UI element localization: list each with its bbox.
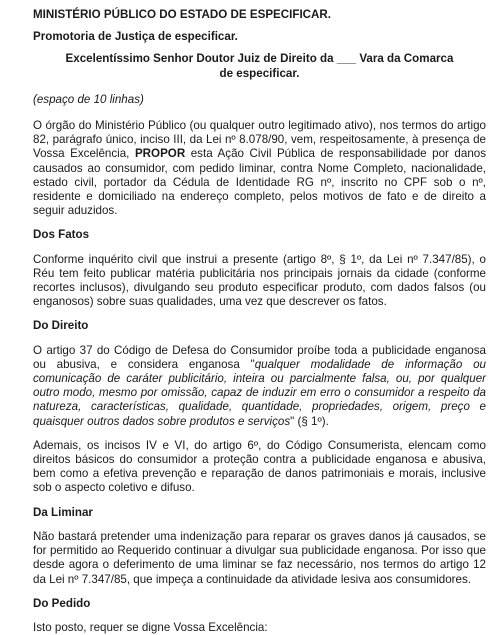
institution-title: MINISTÉRIO PÚBLICO DO ESTADO DE ESPECIFICAR. [33, 8, 332, 21]
intro-bold-propor: PROPOR [134, 147, 186, 161]
heading-liminar: Da Liminar [33, 505, 93, 519]
direito-text-a: O artigo 37 do Código de Defesa do Consumidor proíbe toda a publicidade enganosa ou abusiva, e considera enganosa " [33, 343, 486, 371]
address-line-1: Excelentíssimo Senhor Doutor Juiz de Direito da ___ Vara da Comarca [65, 52, 454, 66]
heading-direito: Do Direito [33, 319, 89, 333]
intro-text-b: esta Ação Civil Pública de responsabilidade por danos causados ao consumidor, com pedido liminar, contra Nome Completo, nacionalidade, estado civil, portador da Cédula de Identidade RG nº, inscrito no CPF sob o nº, residente e domiciliado na endereço completo, pelos motivos de fato e de direito a seguir aduzidos. [33, 147, 487, 218]
direito-text-b: " (§ 1º). [290, 414, 329, 428]
pedido-paragraph: Isto posto, requer se digne Vossa Excelência: [33, 620, 268, 634]
direito-paragraph-2: Ademais, os incisos IV e VI, do artigo 6º, do Código Consumerista, elencam como direitos básicos do consumidor a proteção contra a publicidade enganosa e abusiva, bem como a efetiva prevenção e reparação de danos patrimoniais e morais, inclusive sob o aspecto coletivo e difuso. [33, 438, 486, 495]
liminar-paragraph: Não bastará pretender uma indenização para reparar os graves danos já causados, se for permitido ao Requerido continuar a divulgar sua publicidade enganosa. Por isso que desde agora o deferimento de uma liminar se faz necessário, nos termos do artigo 12 da Lei nº 7.347/85, que impeça a continuidade da atividade lesiva aos consumidores. [33, 529, 486, 586]
address-line-2: de especificar. [219, 66, 300, 80]
direito-paragraph-1 [33, 344, 486, 429]
intro-paragraph [33, 119, 486, 218]
heading-pedido: Do Pedido [33, 596, 91, 610]
intro-text-a: O órgão do Ministério Público (ou qualquer outro legitimado ativo), nos termos do artigo 82, parágrafo único, inciso III, da Lei nº 8.078/90, vem, respeitosamente, à presença de Vossa Excelência, [33, 119, 486, 161]
promotoria-title: Promotoria de Justiça de especificar. [33, 30, 238, 44]
direito-quote: qualquer modalidade de informação ou comunicação de caráter publicitário, inteira ou parcialmente falsa, ou, por qualquer outro modo, mesmo por omissão, capaz de induzir em erro o consumidor a respeito da natureza, características, qualidade, quantidade, propriedades, origem, preço e quaisquer outros dados sobre produtos e serviços [33, 357, 486, 428]
fatos-paragraph: Conforme inquérito civil que instrui a presente (artigo 8º, § 1º, da Lei nº 7.347/85), o Réu tem feito publicar matéria publicitária nos principais jornais da cidade (conforme recortes inclusos), divulgando seu produto especificar produto, com dados falsos (ou enganosos) sobre suas qualidades, uma vez que descrever os fatos. [33, 252, 486, 309]
heading-fatos: Dos Fatos [33, 228, 90, 242]
space-note: (espaço de 10 linhas) [33, 92, 144, 106]
